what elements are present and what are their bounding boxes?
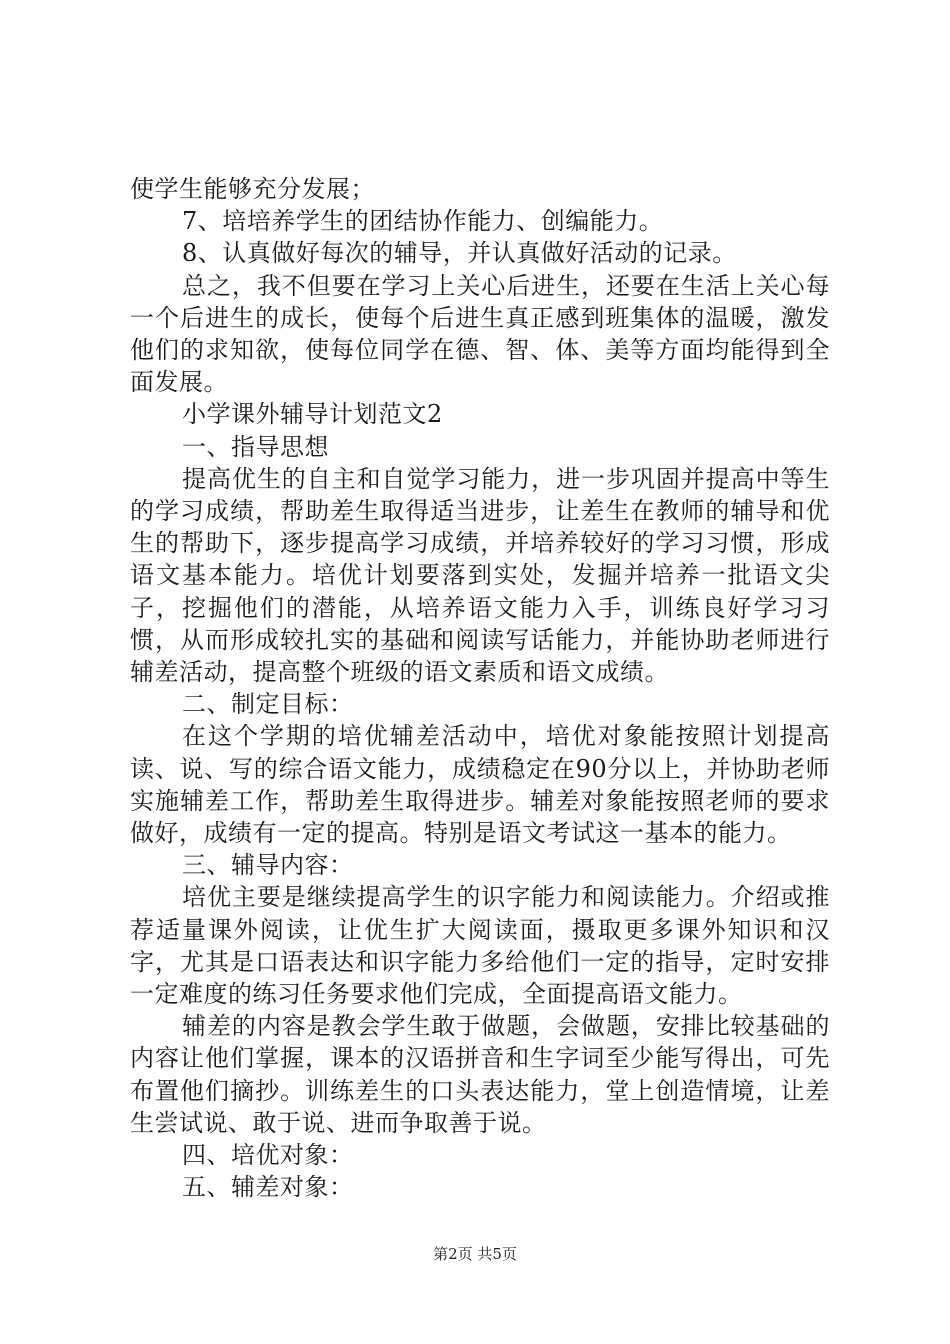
paragraph-3: 8、认真做好每次的辅导，并认真做好活动的记录。: [182, 239, 737, 268]
paragraph-4: 总之，我不但要在学习上关心后进生，还要在生活上关心每一个后进生的成长，使每个后进生真正感到班集体的温暖，激发他们的求知欲，使每位同学在德、智、体、美等方面均能得到全面发展。: [130, 271, 830, 397]
paragraph-1: 使学生能够充分发展；: [130, 175, 375, 203]
heading-goals: 二、制定目标：: [182, 690, 354, 719]
section-title-2: 小学课外辅导计划范文2: [182, 400, 443, 429]
paragraph-content-advanced: 培优主要是继续提高学生的识字能力和阅读能力。介绍或推荐适量课外阅读，让优生扩大阅读面，摄取更多课外知识和汉字，尤其是口语表达和识字能力多给他们一定的指导，定时安排一定难度的练习任务要求他们完成，全面提高语文能力。: [130, 883, 830, 1009]
paragraph-guiding-thought: 提高优生的自主和自觉学习能力，进一步巩固并提高中等生的学习成绩，帮助差生取得适当进步，让差生在教师的辅导和优生的帮助下，逐步提高学习成绩，并培养较好的学习习惯，形成语文基本能力。培优计划要落到实处，发掘并培养一批语文尖子，挖掘他们的潜能，从培养语文能力入手，训练良好学习习惯，从而形成较扎实的基础和阅读写话能力，并能协助老师进行辅差活动，提高整个班级的语文素质和语文成绩。: [130, 464, 830, 687]
page-number-footer: 第2页 共5页: [433, 1245, 517, 1263]
paragraph-goals: 在这个学期的培优辅差活动中，培优对象能按照计划提高读、说、写的综合语文能力，成绩稳定在90分以上，并协助老师实施辅差工作，帮助差生取得进步。辅差对象能按照老师的要求做好，成绩有一定的提高。特别是语文考试这一基本的能力。: [130, 722, 830, 848]
paragraph-2: 7、培培养学生的团结协作能力、创编能力。: [182, 207, 664, 236]
heading-content: 三、辅导内容：: [182, 851, 354, 880]
heading-advanced-students: 四、培优对象：: [182, 1141, 354, 1170]
document-body: [130, 173, 830, 1204]
heading-remedial-students: 五、辅差对象：: [182, 1173, 354, 1202]
heading-guiding-thought: 一、指导思想: [182, 432, 329, 461]
paragraph-content-remedial: 辅差的内容是教会学生敢于做题，会做题，安排比较基础的内容让他们掌握，课本的汉语拼音和生字词至少能写得出，可先布置他们摘抄。训练差生的口头表达能力，堂上创造情境，让差生尝试说、敢于说、进而争取善于说。: [130, 1012, 830, 1137]
